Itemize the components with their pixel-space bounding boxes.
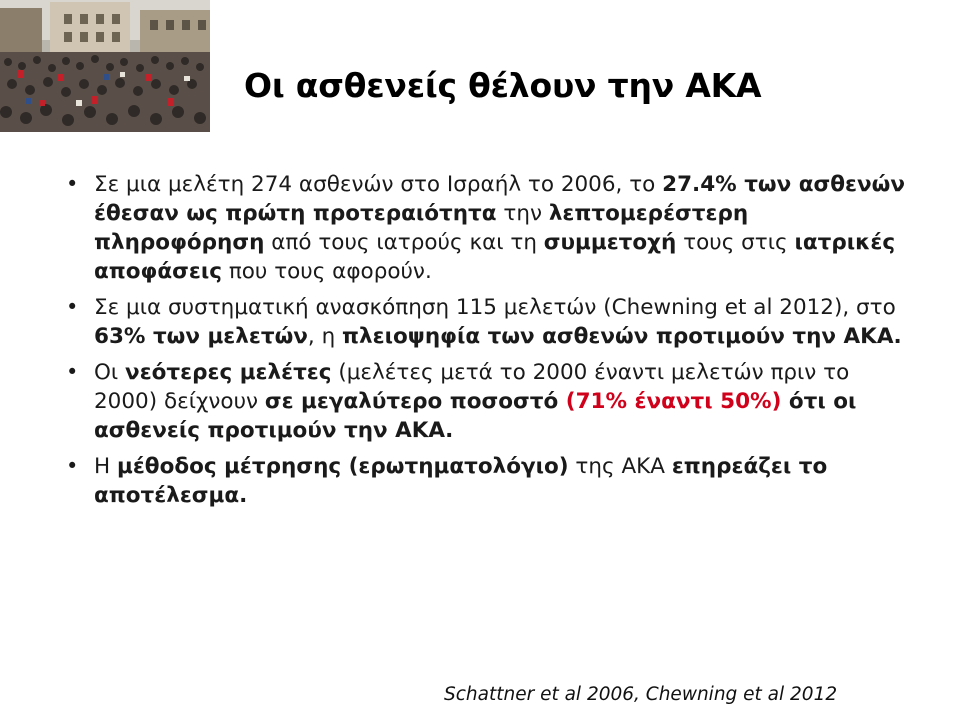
bullet-icon: • bbox=[66, 172, 79, 196]
bold-text: επηρεάζει το αποτέλεσμα. bbox=[94, 454, 828, 508]
red-text: ) bbox=[771, 389, 782, 414]
text: , η bbox=[307, 324, 343, 349]
slide-title: Οι ασθενείς θέλουν την ΑΚΑ bbox=[244, 66, 762, 105]
bold-text: μέθοδος μέτρησης (ερωτηματολόγιο) bbox=[117, 454, 569, 479]
bullet-item bbox=[66, 358, 906, 445]
red-text: ( bbox=[558, 389, 576, 414]
text: Οι bbox=[94, 360, 126, 385]
bold-text: 27.4% των ασθενών έθεσαν ως πρώτη προτεραιότητα bbox=[94, 172, 905, 226]
bold-text: πλειοψηφία των ασθενών προτιμούν την ΑΚΑ. bbox=[342, 324, 902, 349]
citation: Schattner et al 2006, Chewning et al 2012 bbox=[444, 684, 838, 705]
text: που τους αφορούν. bbox=[221, 259, 432, 284]
bold-text: ότι οι ασθενείς προτιμούν την ΑΚΑ. bbox=[94, 389, 857, 443]
bold-text: ιατρικές αποφάσεις bbox=[94, 230, 896, 284]
bold-text: νεότερες μελέτες bbox=[125, 360, 332, 385]
bold-text: λεπτομερέστερη πληροφόρηση bbox=[94, 201, 749, 255]
bullet-icon: • bbox=[66, 295, 79, 319]
text: Η bbox=[94, 454, 118, 479]
bold-text: σε μεγαλύτερο ποσοστό bbox=[264, 389, 559, 414]
bullet-icon: • bbox=[66, 454, 79, 478]
bullet-item bbox=[66, 452, 906, 510]
text: Σε μια συστηματική ανασκόπηση 115 μελετών (Chewning et al 2012), στο bbox=[94, 295, 896, 320]
bold-text: συμμετοχή bbox=[543, 230, 677, 255]
text: Σε μια μελέτη 274 ασθενών στο Ισραήλ το 2006, το bbox=[94, 172, 663, 197]
crowd-photo bbox=[0, 0, 210, 132]
text: της ΑΚΑ bbox=[568, 454, 672, 479]
text: (μελέτες μετά το 2000 έναντι μελετών πριν το 2000) δείχνουν bbox=[94, 360, 850, 414]
bullet-list bbox=[66, 170, 906, 517]
text: από τους ιατρούς και τη bbox=[264, 230, 544, 255]
text: τους στις bbox=[676, 230, 795, 255]
bold-text: 63% των μελετών bbox=[94, 324, 308, 349]
bullet-icon: • bbox=[66, 360, 79, 384]
red-percent-text: 71% έναντι 50% bbox=[575, 389, 772, 414]
bullet-item bbox=[66, 293, 906, 351]
bullet-item bbox=[66, 170, 906, 286]
text: την bbox=[496, 201, 549, 226]
